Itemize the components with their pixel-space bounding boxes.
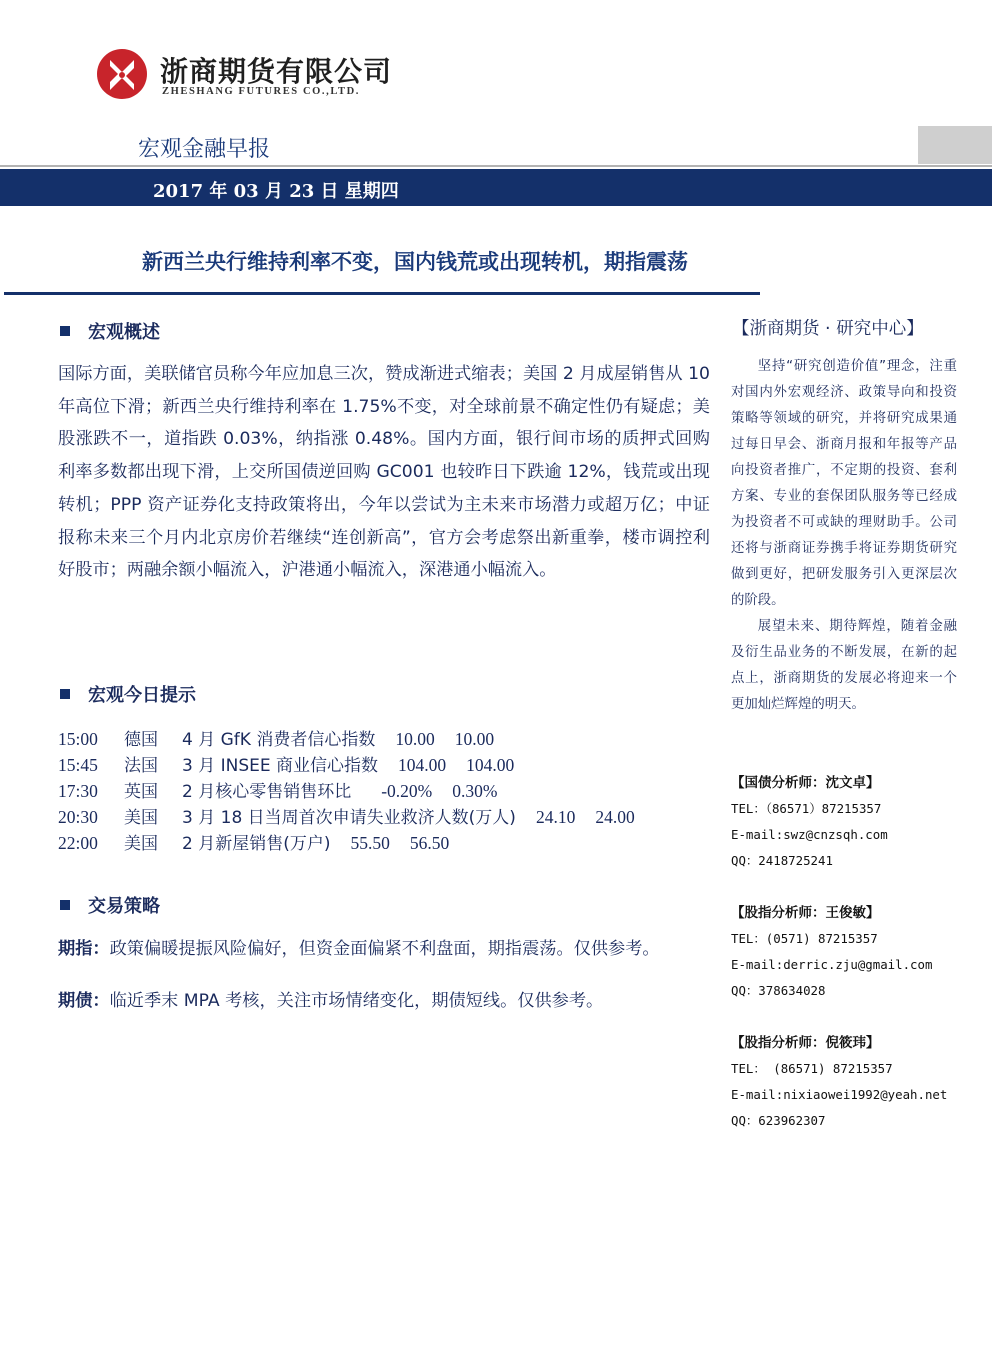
- event-name: 2 月新屋销售(万户): [182, 834, 331, 854]
- calendar-row: [58, 803, 655, 828]
- event-previous: 104.00: [398, 755, 447, 775]
- event-time: 15:00: [58, 729, 98, 749]
- event-forecast: 0.30%: [452, 781, 498, 801]
- event-forecast: 24.00: [595, 807, 635, 827]
- event-country: 英国: [124, 782, 158, 802]
- event-previous: -0.20%: [381, 781, 433, 801]
- analyst-contact: [731, 900, 981, 1004]
- analyst-contact: [731, 1030, 981, 1134]
- event-name: 4 月 GfK 消费者信心指数: [182, 730, 376, 750]
- analyst-qq: QQ：2418725241: [731, 853, 833, 868]
- calendar-row: [58, 751, 534, 776]
- report-date: 2017 年 03 月 23 日 星期四: [153, 181, 399, 202]
- sidebar-paragraph: 展望未来、期待辉煌，随着金融及衍生品业务的不断发展，在新的起点上，浙商期货的发展必将迎来一个更加灿烂辉煌的明天。: [731, 619, 957, 712]
- square-bullet-icon: [60, 900, 70, 910]
- company-name-cn: 浙商期货有限公司: [160, 55, 393, 88]
- event-name: 3 月 18 日当周首次申请失业救济人数(万人): [182, 808, 516, 828]
- sidebar-paragraph: 坚持“研究创造价值”理念，注重对国内外宏观经济、政策导向和投资策略等领域的研究，并将研究成果通过每日早会、浙商月报和年报等产品向投资者推广，不定期的投资、套利方案、专业的套保团队服务等已经成为投资者不可或缺的理财助手。公司还将与浙商证券携手将证券期货研究做到更好，把研发服务引入更深层次的阶段。: [731, 359, 957, 608]
- strategy-text: 临近季末 MPA 考核，关注市场情绪变化，期债短线。仅供参考。: [109, 991, 604, 1011]
- strategy-label: 期债：: [58, 991, 110, 1011]
- event-forecast: 104.00: [466, 755, 515, 775]
- date-bar: [0, 169, 992, 206]
- section-title: 交易策略: [88, 896, 160, 917]
- analyst-tel: TEL：（86571）87215357: [731, 801, 882, 816]
- calendar-row: [58, 725, 514, 750]
- event-previous: 10.00: [395, 729, 435, 749]
- analyst-title: 【股指分析师：倪筱玮】: [731, 1035, 880, 1051]
- analyst-tel: TEL： (86571) 87215357: [731, 1061, 893, 1076]
- strategy-item-bond-futures: [58, 988, 710, 1014]
- sidebar-title: 【浙商期货 · 研究中心】: [732, 319, 924, 339]
- event-time: 17:30: [58, 781, 98, 801]
- section-heading-calendar: [60, 681, 196, 707]
- headline-divider: [4, 292, 760, 295]
- analyst-tel: TEL：(0571) 87215357: [731, 931, 878, 946]
- event-country: 德国: [124, 730, 158, 750]
- headline: 新西兰央行维持利率不变，国内钱荒或出现转机，期指震荡: [142, 250, 688, 274]
- analyst-email[interactable]: E-mail:nixiaowei1992@yeah.net: [731, 1087, 948, 1102]
- event-country: 美国: [124, 834, 158, 854]
- event-name: 3 月 INSEE 商业信心指数: [182, 756, 379, 776]
- company-logo-icon: [96, 48, 148, 100]
- event-time: 20:30: [58, 807, 98, 827]
- header-gray-block: [918, 126, 992, 164]
- calendar-row: [58, 777, 517, 802]
- strategy-label: 期指：: [58, 939, 110, 959]
- event-country: 法国: [124, 756, 158, 776]
- analyst-title: 【股指分析师：王俊敏】: [731, 905, 880, 921]
- event-time: 15:45: [58, 755, 98, 775]
- event-time: 22:00: [58, 833, 98, 853]
- section-title: 宏观概述: [88, 322, 160, 343]
- event-previous: 24.10: [535, 807, 576, 827]
- square-bullet-icon: [60, 689, 70, 699]
- header-divider: [0, 165, 992, 167]
- analyst-email[interactable]: E-mail:swz@cnzsqh.com: [731, 827, 888, 842]
- section-heading-overview: [60, 318, 160, 344]
- event-previous: 55.50: [350, 833, 390, 853]
- company-name-en: ZHESHANG FUTURES CO.,LTD.: [162, 86, 361, 97]
- overview-paragraph: 国际方面，美联储官员称今年应加息三次，赞成渐进式缩表；美国 2 月成屋销售从 10 年高位下滑；新西兰央行维持利率在 1.75%不变，对全球前景不确定性仍有疑虑；美股涨跌不一，道指跌 0.03%，纳指涨 0.48%。国内方面，银行间市场的质押式回购利率多数都出现下滑，上交所国债逆回购 GC001 也较昨日下跌逾 12%，钱荒或出现转机；PPP 资产证券化支持政策将出，今年以尝试为主未来市场潜力或超万亿；中证报称未来三个月内北京房价若继续“连创新高”，官方会考虑祭出新重拳，楼市调控利好股市；两融余额小幅流入，沪港通小幅流入，深港通小幅流入。: [58, 364, 710, 581]
- analyst-contact: [731, 770, 981, 874]
- event-country: 美国: [124, 808, 158, 828]
- strategy-item-index-futures: [58, 936, 710, 962]
- calendar-row: [58, 829, 469, 854]
- event-forecast: 56.50: [409, 833, 450, 853]
- report-type: 宏观金融早报: [138, 137, 271, 162]
- event-forecast: 10.00: [454, 729, 495, 749]
- analyst-qq: QQ：378634028: [731, 983, 826, 998]
- square-bullet-icon: [60, 326, 70, 336]
- section-heading-strategy: [60, 892, 160, 918]
- analyst-title: 【国债分析师：沈文卓】: [731, 775, 880, 791]
- event-name: 2 月核心零售销售环比: [182, 782, 352, 802]
- strategy-text: 政策偏暖提振风险偏好，但资金面偏紧不利盘面，期指震荡。仅供参考。: [109, 939, 660, 959]
- analyst-email[interactable]: E-mail:derric.zju@gmail.com: [731, 957, 933, 972]
- analyst-qq: QQ：623962307: [731, 1113, 826, 1128]
- section-title: 宏观今日提示: [88, 685, 196, 706]
